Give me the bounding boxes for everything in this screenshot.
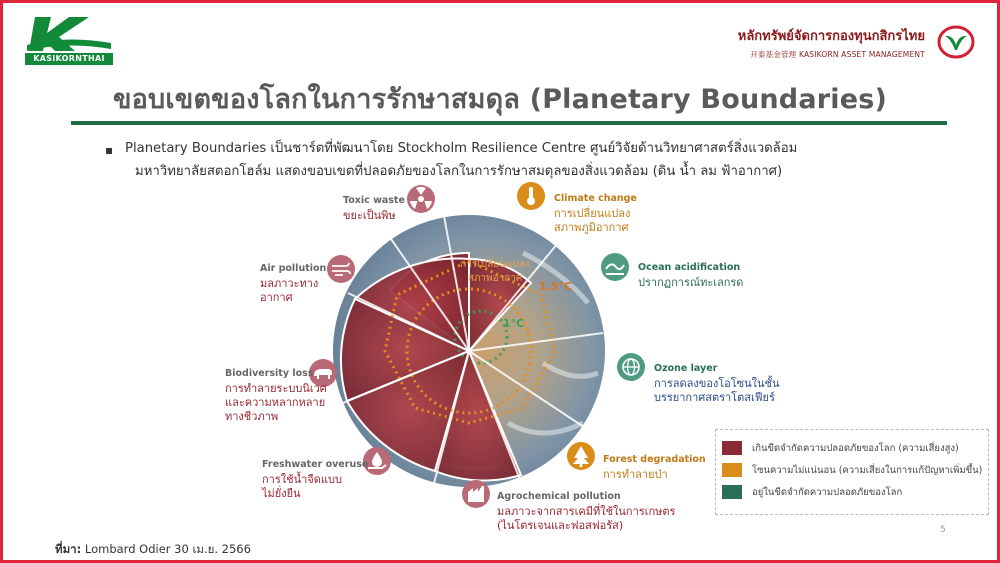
page-title: ขอบเขตของโลกในการรักษาสมดุล (Planetary Boundaries) xyxy=(112,84,888,115)
center-climate-label-2: สภาพอากาศ xyxy=(467,273,523,284)
wind-icon xyxy=(327,255,355,283)
legend-swatch-exceeded xyxy=(722,441,742,455)
label-climate-change: Climate change การเปลี่ยนแปลง สภาพภูมิอากาศ xyxy=(554,193,637,234)
legend-item-exceeded: เกินขีดจำกัดความปลอดภัยของโลก (ความเสี่ยงสูง) xyxy=(722,437,988,459)
kam-english-name: 开泰基金管理 KASIKORN ASSET MANAGEMENT xyxy=(750,50,925,59)
label-ocean-acidification: Ocean acidification ปรากฏการณ์ทะเลกรด xyxy=(638,262,744,289)
label-biodiversity-loss: Biodiversity loss การทำลายระบบนิเวศ และความหลากหลาย ทางชีวภาพ xyxy=(225,368,327,423)
legend xyxy=(715,429,989,515)
kasikornthai-wordmark: KASIKORNTHAI xyxy=(25,53,113,65)
legend-swatch-safe xyxy=(722,485,742,499)
bullet-line-2: มหาวิทยาลัยสตอกโฮล์ม แสดงขอบเขตที่ปลอดภัยของโลกในการรักษาสมดุลของสิ่งแวดล้อม (ดิน น้ำ ลม ฟ้าอากาศ) xyxy=(135,164,783,179)
source-label: ที่มา: xyxy=(55,542,82,556)
globe-icon xyxy=(617,353,645,381)
label-freshwater-overuse: Freshwater overuse การใช้น้ำจืดแบบ ไม่ยั่งยืน xyxy=(262,459,369,500)
legend-item-safe: อยู่ในขีดจำกัดความปลอดภัยของโลก xyxy=(722,481,988,503)
label-ozone-layer: Ozone layer การลดลงของโอโซนในชั้น บรรยากาศสตราโตสเฟียร์ xyxy=(654,363,780,404)
label-toxic-waste: Toxic waste ขยะเป็นพิษ xyxy=(343,195,405,222)
factory-icon xyxy=(462,480,490,508)
source-note xyxy=(55,541,251,559)
radiation-icon xyxy=(407,185,435,213)
legend-swatch-uncertain xyxy=(722,463,742,477)
kam-thai-name: หลักทรัพย์จัดการกองทุนกสิกรไทย xyxy=(737,29,925,44)
label-air-pollution: Air pollution มลภาวะทาง อากาศ xyxy=(260,263,327,304)
bullet-line-1: Planetary Boundaries เป็นชาร์ตที่พัฒนาโดย Stockholm Resilience Centre ศูนย์วิจัยด้านวิทยาศาสตร์สิ่งแวดล้อม xyxy=(125,141,798,156)
wave-icon xyxy=(601,253,629,281)
label-agrochemical-pollution: Agrochemical pollution มลภาวะจากสารเคมีที่ใช้ในการเกษตร (ไนโตรเจนและฟอสฟอรัส) xyxy=(497,491,676,532)
temp-outer-label: 1.5°C xyxy=(539,280,573,293)
label-forest-degradation: Forest degradation การทำลายป่า xyxy=(603,454,706,481)
thermometer-icon xyxy=(517,182,545,210)
page-number: 5 xyxy=(940,525,946,535)
source-text: Lombard Odier 30 เม.ย. 2566 xyxy=(84,542,251,556)
center-climate-label-1: การเปลี่ยนแปลง xyxy=(460,259,530,270)
legend-item-uncertain: โซนความไม่แน่นอน (ความเสี่ยงในการแก้ปัญหาเพิ่มขึ้น) xyxy=(722,459,988,481)
bullet-marker: ▪ xyxy=(105,143,114,157)
tree-icon xyxy=(567,442,595,470)
temp-inner-label: 1°C xyxy=(503,317,525,330)
